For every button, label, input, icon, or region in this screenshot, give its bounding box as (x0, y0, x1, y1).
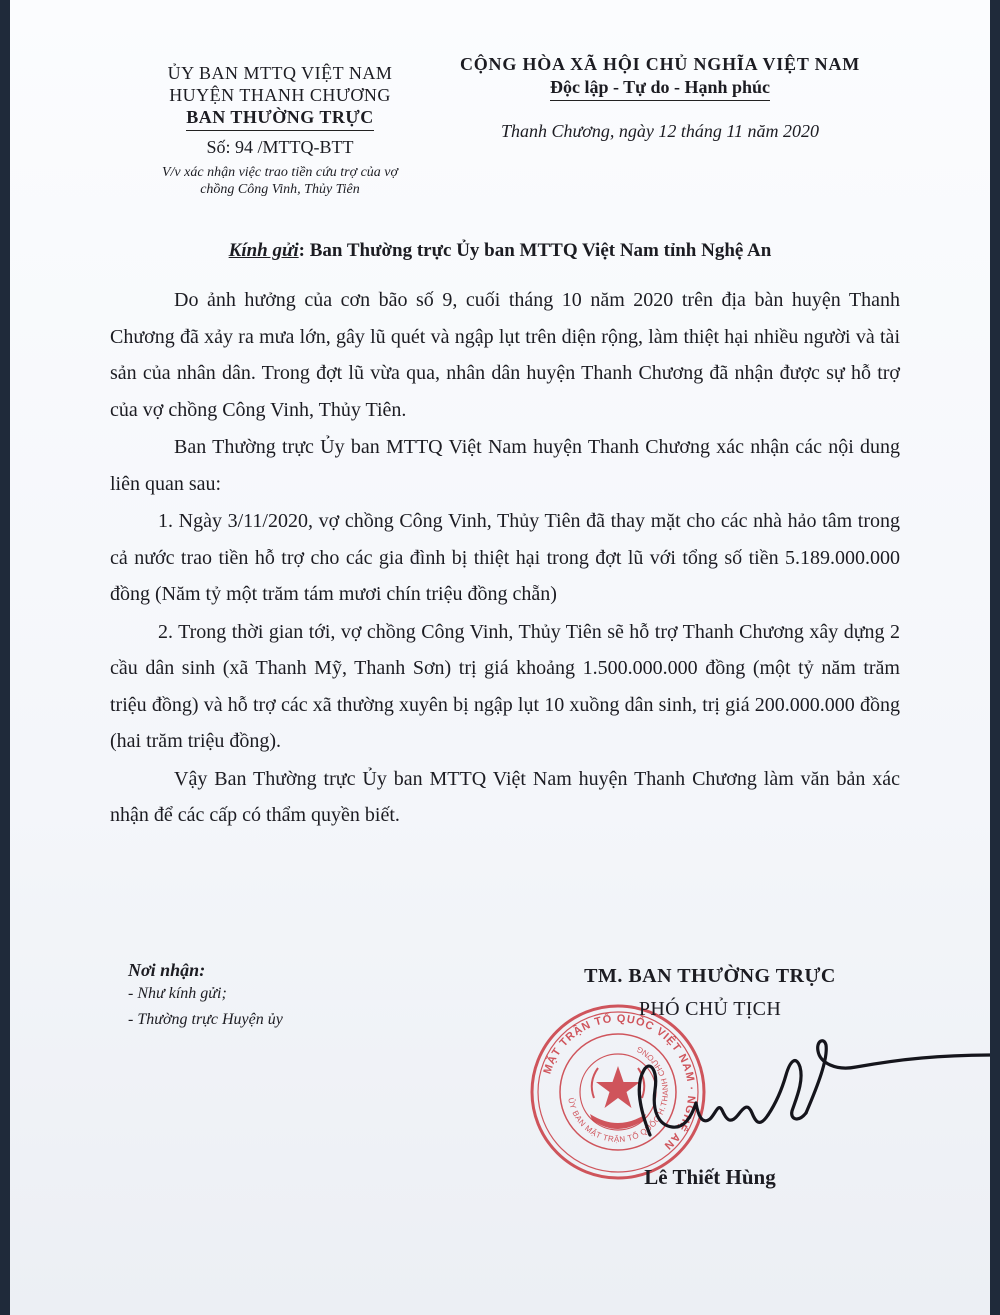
receivers-title: Nơi nhận: (128, 960, 206, 980)
recipient-label: Kính gửi (228, 240, 299, 261)
seal-inner-text: ỦY BAN MẶT TRẬN TỔ QUỐC H.THANH CHƯƠNG (566, 1044, 671, 1145)
signer-position: PHÓ CHỦ TỊCH (638, 998, 782, 1020)
agency-line-1: ỦY BAN MTTQ VIỆT NAM (167, 63, 393, 83)
body-paragraph-2: Ban Thường trực Ủy ban MTTQ Việt Nam huyện Thanh Chương xác nhận các nội dung liên quan sau: (110, 436, 900, 495)
document-subject (120, 164, 440, 198)
document-body (110, 282, 900, 835)
body-paragraph-3: Vậy Ban Thường trực Ủy ban MTTQ Việt Nam huyện Thanh Chương làm văn bản xác nhận để các cấp có thẩm quyền biết. (110, 767, 900, 826)
signer-organization: TM. BAN THƯỜNG TRỰC (584, 965, 836, 987)
handwritten-signature (610, 1015, 990, 1165)
receiver-item-2: - Thường trực Huyện ủy (128, 1011, 283, 1028)
agency-line-2: HUYỆN THANH CHƯƠNG (169, 85, 391, 105)
national-motto: Độc lập - Tự do - Hạnh phúc (550, 77, 770, 101)
national-header (430, 54, 890, 142)
seal-outer-text: MẶT TRẬN TỔ QUỐC VIỆT NAM · NGHỆ AN (541, 1012, 698, 1153)
recipient-text: : Ban Thường trực Ủy ban MTTQ Việt Nam tỉnh Nghệ An (298, 240, 772, 261)
nation-title: CỘNG HÒA XÃ HỘI CHỦ NGHĨA VIỆT NAM (459, 54, 861, 74)
body-item-2: 2. Trong thời gian tới, vợ chồng Công Vinh, Thủy Tiên sẽ hỗ trợ Thanh Chương xây dựng 2 cầu dân sinh (xã Thanh Mỹ, Thanh Sơn) trị giá khoảng 1.500.000.000 đồng (một tỷ năm trăm triệu đồng) và hỗ trợ các xã thường xuyên bị ngập lụt 10 xuồng dân sinh, trị giá 200.000.000 đồng (hai trăm triệu đồng). (110, 620, 900, 752)
subject-line-2: chồng Công Vinh, Thủy Tiên (200, 182, 360, 197)
agency-line-3: BAN THƯỜNG TRỰC (186, 106, 374, 131)
place-and-date: Thanh Chương, ngày 12 tháng 11 năm 2020 (500, 121, 820, 141)
subject-line-1: V/v xác nhận việc trao tiền cứu trợ của vợ (161, 165, 398, 180)
receiver-item-1: - Như kính gửi; (128, 985, 227, 1002)
signer-name: Lê Thiết Hùng (644, 1165, 776, 1189)
document-number: Số: 94 /MTTQ-BTT (206, 137, 354, 157)
recipient-line (10, 240, 990, 262)
issuing-agency-header (120, 62, 440, 198)
body-item-1: 1. Ngày 3/11/2020, vợ chồng Công Vinh, Thủy Tiên đã thay mặt cho các nhà hảo tâm trong cả nước trao tiền hỗ trợ cho các gia đình bị thiệt hại trong đợt lũ với tổng số tiền 5.189.000.000 đồng (Năm tỷ một trăm tám mươi chín triệu đồng chẵn) (110, 510, 900, 605)
body-paragraph-1: Do ảnh hưởng của cơn bão số 9, cuối tháng 10 năm 2020 trên địa bàn huyện Thanh Chương đã xảy ra mưa lớn, gây lũ quét và ngập lụt trên diện rộng, làm thiệt hại nhiều người và tài sản của nhân dân. Trong đợt lũ vừa qua, nhân dân huyện Thanh Chương đã nhận được sự hỗ trợ của vợ chồng Công Vinh, Thủy Tiên. (110, 289, 900, 421)
receivers-block (128, 960, 448, 1033)
document-page (10, 0, 990, 1315)
